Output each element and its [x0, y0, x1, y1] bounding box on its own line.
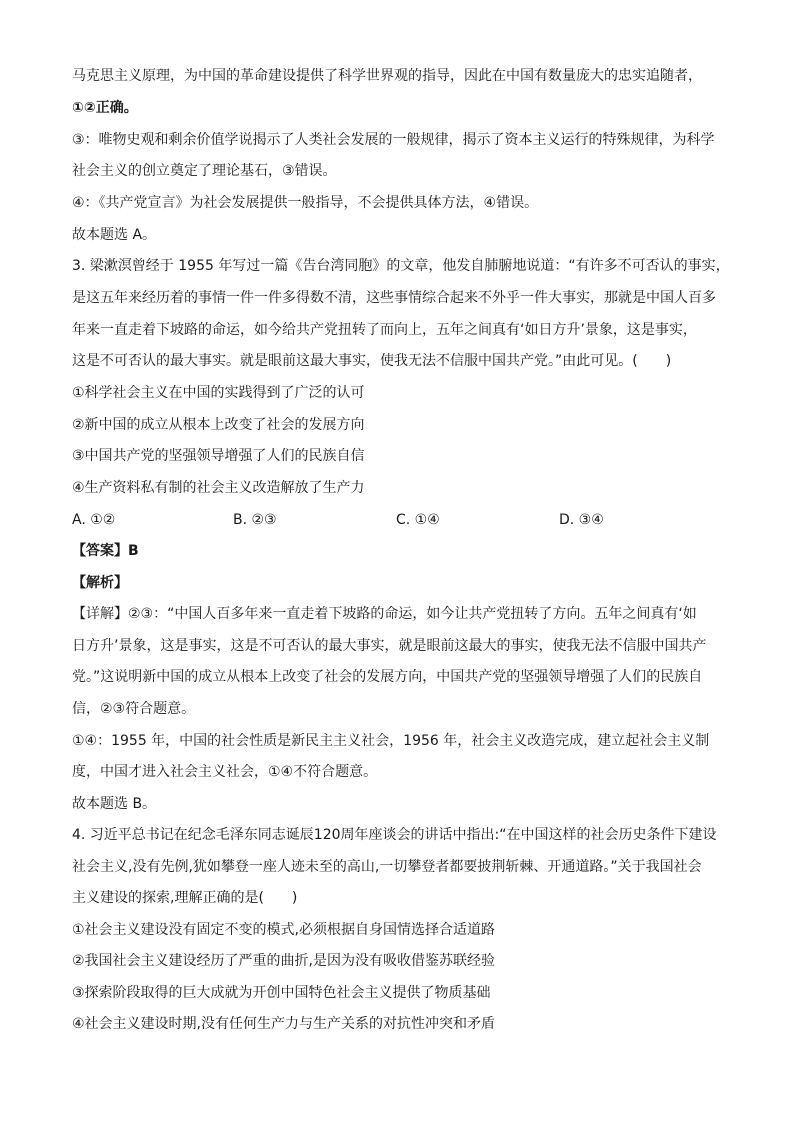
analysis-text: 信，②③符合题意。: [72, 701, 196, 717]
question-statement: ③探索阶段取得的巨大成就为开创中国特色社会主义提供了物质基础: [72, 985, 491, 1001]
answer-label: 【答案】B: [72, 543, 139, 559]
question-stem: 4. 习近平总书记在纪念毛泽东同志诞辰120周年座谈会的讲话中指出:“在中国这样的社会历史条件下建设: [72, 827, 717, 843]
question-statement: ④社会主义建设时期,没有任何生产力与生产关系的对抗性冲突和矛盾: [72, 1016, 495, 1032]
option-d: D. ③④: [559, 512, 604, 528]
question-statement: ①社会主义建设没有固定不变的模式,必须根据自身国情选择合适道路: [72, 922, 495, 938]
text-line: ④：《共产党宣言》为社会发展提供一般指导，不会提供具体方法，④错误。: [72, 195, 539, 211]
analysis-text: 度，中国才进入社会主义社会，①④不符合题意。: [72, 764, 378, 780]
question-stem: 主义建设的探索,理解正确的是( ): [72, 890, 298, 906]
text-line: 社会主义的创立奠定了理论基石，③错误。: [72, 163, 337, 179]
analysis-text: 党。”这说明新中国的成立从根本上改变了社会的发展方向，中国共产党的坚强领导增强了人们的民族自: [72, 669, 703, 685]
analysis-label: 【解析】: [72, 575, 128, 591]
option-b: B. ②③: [233, 512, 277, 528]
option-c: C. ①④: [396, 512, 440, 528]
question-stem: 社会主义,没有先例,犹如攀登一座人迹未至的高山,一切攀登者都要披荆斩棘、开通道路。”关于我国社会: [72, 859, 702, 875]
text-line: ③：唯物史观和剩余价值学说揭示了人类社会发展的一般规律，揭示了资本主义运行的特殊规律，为科学: [72, 132, 715, 148]
question-statement: ①科学社会主义在中国的实践得到了广泛的认可: [72, 385, 365, 401]
analysis-text: ①④：1955 年，中国的社会性质是新民主主义社会，1956 年，社会主义改造完成，建立起社会主义制: [72, 733, 710, 749]
text-line: 故本题选 A。: [72, 227, 157, 243]
question-stem: 这是不可否认的最大事实。就是眼前这最大事实，使我无法不信服中国共产党。”由此可见。( ): [72, 353, 672, 369]
text-line: ①②正确。: [72, 100, 138, 116]
question-stem: 是这五年来经历着的事情一件一件多得数不清，这些事情综合起来不外乎一件大事实，那就是中国人百多: [72, 290, 716, 306]
question-stem: 3. 梁漱溟曾经于 1955 年写过一篇《告台湾同胞》的文章，他发自肺腑地说道：“有许多不可否认的事实，: [72, 258, 730, 274]
question-stem: 年来一直走着下坡路的命运，如今给共产党扭转了而向上，五年之间真有‘如日方升’景象，这是事实，: [72, 322, 697, 338]
option-a: A. ①②: [72, 512, 116, 528]
question-statement: ②新中国的成立从根本上改变了社会的发展方向: [72, 417, 365, 433]
text-line: 马克思主义原理，为中国的革命建设提供了科学世界观的指导，因此在中国有数量庞大的忠实追随者，: [72, 68, 702, 84]
analysis-text: 日方升’景象，这是事实，这是不可否认的最大事实，就是眼前这最大的事实，使我无法不信服中国共产: [72, 638, 707, 654]
question-statement: ②我国社会主义建设经历了严重的曲折,是因为没有吸收借鉴苏联经验: [72, 953, 495, 969]
question-statement: ④生产资料私有制的社会主义改造解放了生产力: [72, 480, 365, 496]
question-statement: ③中国共产党的坚强领导增强了人们的民族自信: [72, 448, 365, 464]
analysis-text: 故本题选 B。: [72, 796, 157, 812]
analysis-text: 【详解】②③：“中国人百多年来一直走着下坡路的命运，如今让共产党扭转了方向。五年之间真有‘如: [72, 606, 697, 622]
